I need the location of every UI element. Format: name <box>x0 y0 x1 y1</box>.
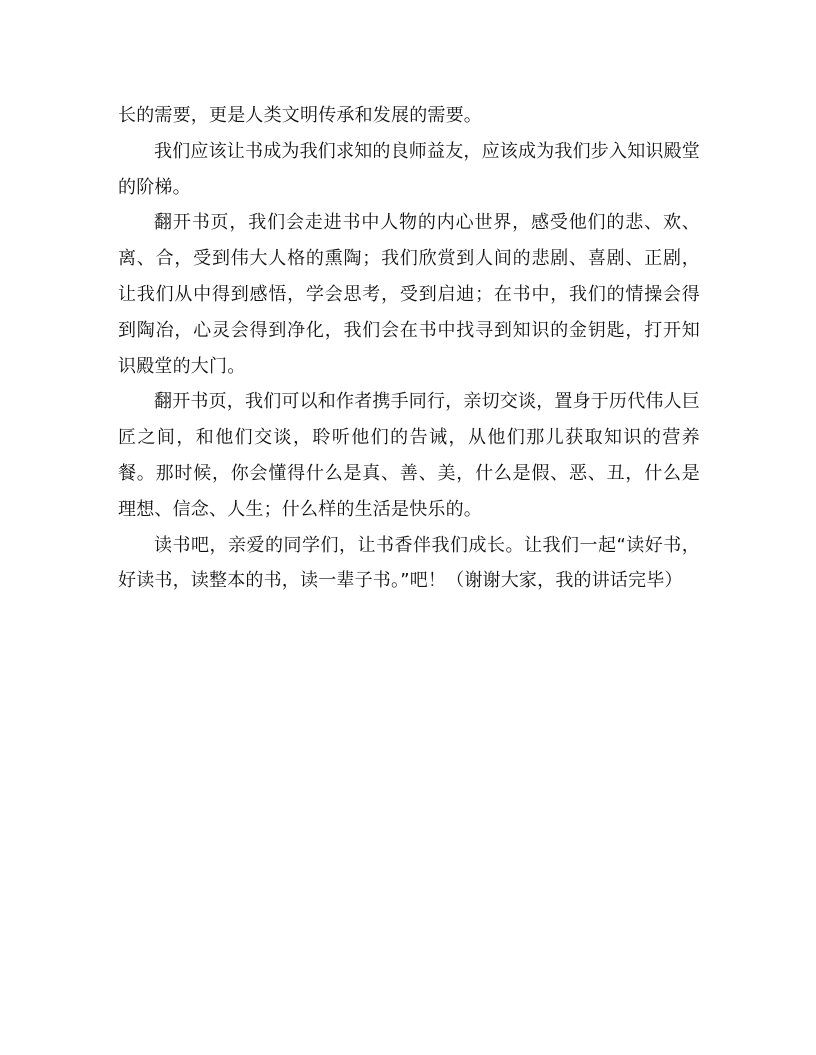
paragraph-books-as-mentors: 我们应该让书成为我们求知的良师益友，应该成为我们步入知识殿堂的阶梯。 <box>118 140 700 198</box>
paragraph-closing-appeal: 读书吧，亲爱的同学们，让书香伴我们成长。让我们一起“读好书，好读书，读整本的书，读一辈子书。”吧！（谢谢大家，我的讲话完毕） <box>118 534 700 592</box>
paragraph-continuation: 长的需要，更是人类文明传承和发展的需要。 <box>118 105 482 126</box>
speech-text-body <box>118 98 700 599</box>
paragraph-walking-with-authors: 翻开书页，我们可以和作者携手同行，亲切交谈，置身于历代伟人巨匠之间，和他们交谈，聆听他们的告诫，从他们那儿获取知识的营养餐。那时候，你会懂得什么是真、善、美，什么是假、恶、丑，什么是理想、信念、人生；什么样的生活是快乐的。 <box>118 391 700 520</box>
paragraph-entering-characters-world: 翻开书页，我们会走进书中人物的内心世界，感受他们的悲、欢、离、合，受到伟大人格的熏陶；我们欣赏到人间的悲剧、喜剧、正剧，让我们从中得到感悟，学会思考，受到启迪；在书中，我们的情操会得到陶冶，心灵会得到净化，我们会在书中找寻到知识的金钥匙，打开知识殿堂的大门。 <box>118 212 700 377</box>
